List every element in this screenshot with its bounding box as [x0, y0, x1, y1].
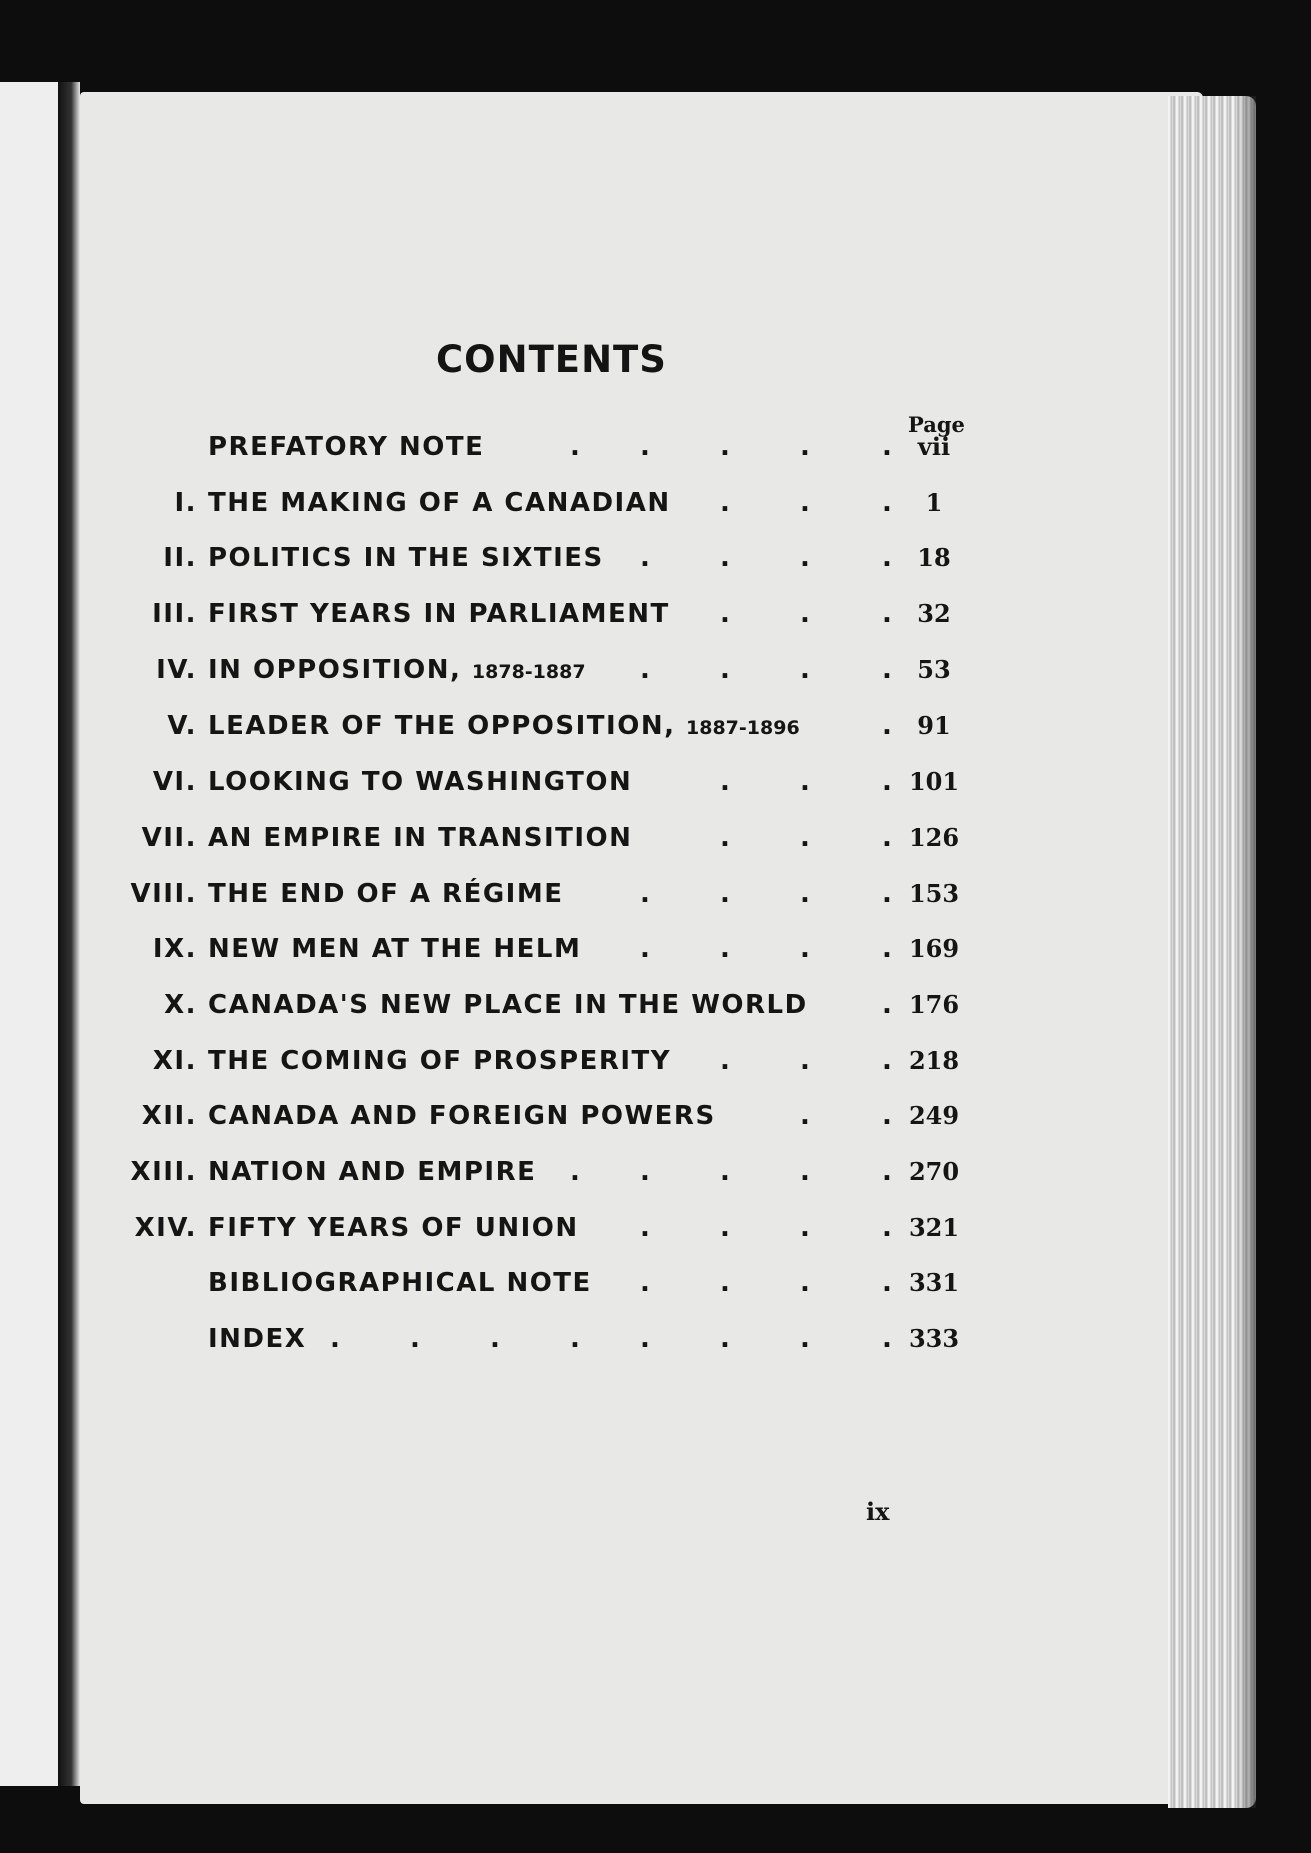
leader-dot: . — [800, 488, 810, 518]
toc-entry — [0, 543, 1311, 583]
toc-entry — [0, 823, 1311, 863]
chapter-number: IX. — [152, 934, 197, 964]
chapter-title-text: INDEX — [208, 1324, 307, 1354]
leader-dot: . — [800, 934, 810, 964]
chapter-title-text: PREFATORY NOTE — [208, 432, 485, 462]
leader-dot: . — [720, 488, 730, 518]
chapter-title-text: NATION AND EMPIRE — [208, 1157, 537, 1187]
chapter-title — [208, 655, 586, 685]
toc-entry — [0, 1046, 1311, 1086]
page-reference: 321 — [908, 1213, 960, 1242]
page-reference: 1 — [925, 488, 943, 517]
leader-dot: . — [720, 934, 730, 964]
toc-entry — [0, 1101, 1311, 1141]
page-reference: 169 — [908, 934, 960, 963]
chapter-title — [208, 823, 632, 853]
contents-heading: CONTENTS — [436, 338, 667, 381]
chapter-title — [208, 599, 670, 629]
leader-dot: . — [720, 599, 730, 629]
leader-dot: . — [720, 543, 730, 573]
chapter-title — [208, 1213, 579, 1243]
leader-dot: . — [800, 1213, 810, 1243]
chapter-title — [208, 767, 632, 797]
leader-dot: . — [720, 1324, 730, 1354]
chapter-title-text: POLITICS IN THE SIXTIES — [208, 543, 604, 573]
leader-dot: . — [720, 879, 730, 909]
page-reference: 53 — [917, 655, 951, 684]
chapter-number: XIII. — [130, 1157, 197, 1187]
leader-dot: . — [800, 543, 810, 573]
leader-dot: . — [720, 823, 730, 853]
toc-entry — [0, 879, 1311, 919]
chapter-number: XI. — [152, 1046, 197, 1076]
leader-dot: . — [882, 990, 892, 1020]
leader-dot: . — [800, 1046, 810, 1076]
toc-entry — [0, 1268, 1311, 1308]
toc-entry — [0, 934, 1311, 974]
page-reference: 333 — [908, 1324, 960, 1353]
page-reference: 126 — [908, 823, 960, 852]
chapter-title-text: NEW MEN AT THE HELM — [208, 934, 582, 964]
leader-dot: . — [882, 655, 892, 685]
chapter-number: XIV. — [134, 1213, 197, 1243]
leader-dot: . — [640, 1213, 650, 1243]
leader-dot: . — [800, 432, 810, 462]
chapter-title — [208, 432, 484, 462]
chapter-number: VIII. — [130, 879, 197, 909]
toc-entry — [0, 711, 1311, 751]
leader-dot: . — [640, 1324, 650, 1354]
leader-dot: . — [330, 1324, 340, 1354]
leader-dot: . — [720, 1157, 730, 1187]
leader-dot: . — [570, 1324, 580, 1354]
toc-entry — [0, 432, 1311, 472]
page-reference: 18 — [917, 543, 951, 572]
leader-dot: . — [490, 1324, 500, 1354]
chapter-number: I. — [174, 488, 197, 518]
leader-dot: . — [800, 1157, 810, 1187]
leader-dot: . — [640, 1157, 650, 1187]
chapter-number: III. — [152, 599, 197, 629]
chapter-title — [208, 1046, 671, 1076]
leader-dot: . — [882, 432, 892, 462]
page-column-label: Page — [908, 412, 965, 437]
chapter-number: II. — [163, 543, 197, 573]
chapter-title — [208, 934, 581, 964]
leader-dot: . — [882, 1157, 892, 1187]
leader-dot: . — [800, 1101, 810, 1131]
chapter-title — [208, 1324, 306, 1354]
leader-dot: . — [640, 1268, 650, 1298]
chapter-title-text: BIBLIOGRAPHICAL NOTE — [208, 1268, 592, 1298]
page-reference: 91 — [917, 711, 951, 740]
chapter-title — [208, 1157, 536, 1187]
chapter-years: 1887-1896 — [686, 717, 800, 739]
leader-dot: . — [882, 1046, 892, 1076]
leader-dot: . — [800, 767, 810, 797]
chapter-title-text: THE COMING OF PROSPERITY — [208, 1046, 672, 1076]
page-reference: 32 — [917, 599, 951, 628]
leader-dot: . — [882, 1268, 892, 1298]
leader-dot: . — [720, 1046, 730, 1076]
chapter-number: VI. — [152, 767, 197, 797]
leader-dot: . — [800, 599, 810, 629]
leader-dot: . — [882, 711, 892, 741]
leader-dot: . — [882, 1213, 892, 1243]
leader-dot: . — [800, 879, 810, 909]
leader-dot: . — [882, 934, 892, 964]
toc-entry — [0, 599, 1311, 639]
leader-dot: . — [640, 655, 650, 685]
leader-dot: . — [882, 1101, 892, 1131]
chapter-title-text: FIFTY YEARS OF UNION — [208, 1213, 579, 1243]
chapter-title — [208, 543, 604, 573]
leader-dot: . — [882, 543, 892, 573]
leader-dot: . — [882, 823, 892, 853]
leader-dot: . — [720, 1213, 730, 1243]
chapter-title-text: IN OPPOSITION, — [208, 655, 472, 685]
page-number-folio: ix — [866, 1497, 890, 1526]
toc-entry — [0, 1157, 1311, 1197]
chapter-years: 1878-1887 — [471, 661, 586, 683]
page-reference: 331 — [908, 1268, 960, 1297]
chapter-number: V. — [167, 711, 197, 741]
leader-dot: . — [640, 879, 650, 909]
toc-entry — [0, 488, 1311, 528]
leader-dot: . — [800, 1268, 810, 1298]
chapter-title — [208, 879, 563, 909]
page-reference: vii — [917, 432, 951, 461]
chapter-number: X. — [164, 990, 197, 1020]
leader-dot: . — [720, 767, 730, 797]
chapter-title-text: THE MAKING OF A CANADIAN — [208, 488, 671, 518]
toc-entry — [0, 1213, 1311, 1253]
leader-dot: . — [882, 599, 892, 629]
leader-dot: . — [640, 934, 650, 964]
leader-dot: . — [800, 823, 810, 853]
toc-entry — [0, 655, 1311, 695]
chapter-title — [208, 1101, 716, 1131]
leader-dot: . — [410, 1324, 420, 1354]
leader-dot: . — [720, 1268, 730, 1298]
page-reference: 101 — [908, 767, 960, 796]
chapter-title-text: AN EMPIRE IN TRANSITION — [208, 823, 633, 853]
leader-dot: . — [882, 767, 892, 797]
leader-dot: . — [570, 1157, 580, 1187]
chapter-title — [208, 1268, 592, 1298]
chapter-title — [208, 488, 671, 518]
leader-dot: . — [720, 655, 730, 685]
toc-entry — [0, 990, 1311, 1030]
chapter-title-text: LOOKING TO WASHINGTON — [208, 767, 633, 797]
leader-dot: . — [640, 543, 650, 573]
toc-entry — [0, 767, 1311, 807]
leader-dot: . — [640, 432, 650, 462]
chapter-title-text: LEADER OF THE OPPOSITION, — [208, 711, 687, 741]
chapter-number: IV. — [156, 655, 197, 685]
chapter-title-text: FIRST YEARS IN PARLIAMENT — [208, 599, 670, 629]
chapter-title-text: THE END OF A RÉGIME — [208, 879, 564, 909]
chapter-title — [208, 711, 800, 741]
leader-dot: . — [882, 1324, 892, 1354]
page-reference: 270 — [908, 1157, 960, 1186]
leader-dot: . — [570, 432, 580, 462]
leader-dot: . — [800, 1324, 810, 1354]
page-reference: 176 — [908, 990, 960, 1019]
leader-dot: . — [720, 432, 730, 462]
page-reference: 153 — [908, 879, 960, 908]
chapter-number: XII. — [141, 1101, 197, 1131]
leader-dot: . — [800, 655, 810, 685]
toc-entry — [0, 1324, 1311, 1364]
chapter-title-text: CANADA AND FOREIGN POWERS — [208, 1101, 716, 1131]
chapter-number: VII. — [141, 823, 197, 853]
page-reference: 218 — [908, 1046, 960, 1075]
leader-dot: . — [882, 488, 892, 518]
chapter-title — [208, 990, 808, 1020]
chapter-title-text: CANADA'S NEW PLACE IN THE WORLD — [208, 990, 808, 1020]
leader-dot: . — [882, 879, 892, 909]
page-reference: 249 — [908, 1101, 960, 1130]
